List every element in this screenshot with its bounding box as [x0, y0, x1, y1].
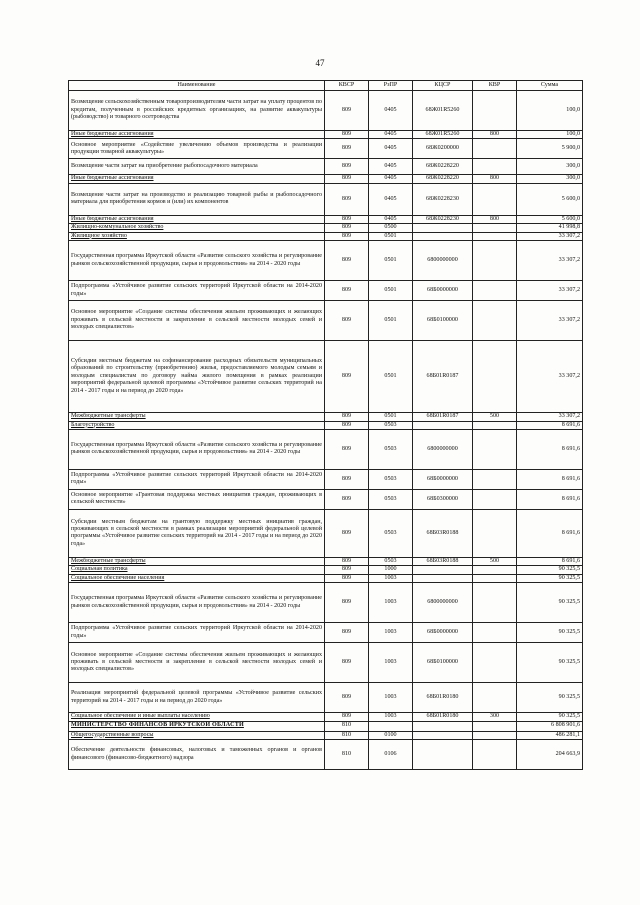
table-row	[69, 175, 583, 183]
table-row	[69, 469, 583, 489]
cell-kvr	[473, 643, 517, 683]
cell-kvr: 800	[473, 215, 517, 223]
cell-kvr	[473, 429, 517, 469]
cell-kvsr: 809	[325, 131, 369, 139]
cell-sum: 300,0	[517, 175, 583, 183]
table-row	[69, 183, 583, 215]
cell-rzpr: 0501	[369, 413, 413, 421]
cell-name: Возмещение части затрат на приобретение рыбопосадочного материала	[69, 159, 325, 175]
cell-name: Межбюджетные трансферты	[69, 557, 325, 565]
cell-sum: 33 307,2	[517, 301, 583, 341]
header-rzpr: РзПР	[369, 81, 413, 91]
table-row	[69, 91, 583, 131]
cell-kcsr: 68Ж0228230	[413, 215, 473, 223]
cell-kvr	[473, 341, 517, 413]
cell-kvr	[473, 301, 517, 341]
cell-kvr: 500	[473, 413, 517, 421]
cell-name: Межбюджетные трансферты	[69, 413, 325, 421]
cell-rzpr: 1000	[369, 566, 413, 574]
cell-kcsr	[413, 740, 473, 770]
cell-rzpr: 0405	[369, 131, 413, 139]
cell-kvr	[473, 232, 517, 240]
cell-sum: 8 691,6	[517, 421, 583, 429]
table-body	[69, 91, 583, 770]
cell-kcsr: 68Ж0200000	[413, 139, 473, 159]
cell-kvr	[473, 183, 517, 215]
cell-kcsr	[413, 566, 473, 574]
cell-name: Общегосударственные вопросы	[69, 731, 325, 739]
table-row	[69, 341, 583, 413]
cell-sum: 33 307,2	[517, 241, 583, 281]
cell-kcsr: 68Б03R0188	[413, 557, 473, 565]
cell-kcsr: 68Б0300000	[413, 489, 473, 509]
cell-kvsr: 809	[325, 509, 369, 557]
cell-sum: 90 325,5	[517, 574, 583, 582]
cell-kcsr: 68Б0100000	[413, 643, 473, 683]
cell-name: Субсидии местным бюджетам на грантовую поддержку местных инициатив граждан, проживающих в сельской местности в рамках реализации мероприятий федеральной целевой программы «Устойчивое развитие сельских территорий на 2014 - 2017 годы и на период до 2020 года»	[69, 509, 325, 557]
cell-kvsr: 809	[325, 489, 369, 509]
cell-kcsr: 68Ж0228220	[413, 159, 473, 175]
cell-kvsr: 809	[325, 623, 369, 643]
cell-kvsr: 809	[325, 91, 369, 131]
cell-name: Возмещение части затрат на производство и реализацию товарной рыбы и рыбопосадочного материала для приобретения кормов и (или) их компонентов	[69, 183, 325, 215]
cell-sum: 8 691,6	[517, 469, 583, 489]
cell-sum: 33 307,2	[517, 413, 583, 421]
cell-kvr	[473, 509, 517, 557]
cell-kvr	[473, 469, 517, 489]
table-row	[69, 215, 583, 223]
cell-name: Основное мероприятие «Грантовая поддержка местных инициатив граждан, проживающих в сельской местности»	[69, 489, 325, 509]
cell-kvsr: 809	[325, 566, 369, 574]
cell-sum: 100,0	[517, 131, 583, 139]
table-row	[69, 740, 583, 770]
cell-name: Подпрограмма «Устойчивое развитие сельских территорий Иркутской области на 2014-2020 годы»	[69, 281, 325, 301]
cell-kvr	[473, 566, 517, 574]
cell-kvr: 800	[473, 175, 517, 183]
cell-sum: 90 325,5	[517, 623, 583, 643]
cell-name: Субсидии местным бюджетам на софинансирование расходных обязательств муниципальных образований по строительству (приобретению) жилья, предоставляемого молодым семьям и молодым специалистам по договору найма жилого помещения в рамках реализации мероприятий федеральной целевой программы «Устойчивое развитие сельских территорий на 2014 - 2017 годы и на период до 2020 года»	[69, 341, 325, 413]
cell-rzpr: 0501	[369, 281, 413, 301]
cell-sum: 204 663,9	[517, 740, 583, 770]
table-row	[69, 683, 583, 713]
cell-kvr	[473, 721, 517, 731]
cell-name: Обеспечение деятельности финансовых, налоговых и таможенных органов и органов финансового (финансово-бюджетного) надзора	[69, 740, 325, 770]
cell-kcsr: 68Б01R0180	[413, 683, 473, 713]
cell-kvsr: 809	[325, 139, 369, 159]
cell-name: Основное мероприятие «Содействие увеличению объемов производства и реализации продукции товарной аквакультуры»	[69, 139, 325, 159]
cell-sum: 8 691,6	[517, 557, 583, 565]
table-row	[69, 557, 583, 565]
cell-name: Иные бюджетные ассигнования	[69, 131, 325, 139]
cell-sum: 8 691,6	[517, 489, 583, 509]
cell-rzpr: 0106	[369, 740, 413, 770]
cell-kcsr: 68Б01R0180	[413, 713, 473, 721]
cell-name: Жилищное хозяйство	[69, 232, 325, 240]
table-row	[69, 731, 583, 739]
cell-sum: 5 900,0	[517, 139, 583, 159]
cell-name: Иные бюджетные ассигнования	[69, 215, 325, 223]
cell-kcsr: 68Б03R0188	[413, 509, 473, 557]
cell-kvsr: 809	[325, 241, 369, 281]
cell-sum: 90 325,5	[517, 566, 583, 574]
table-row	[69, 583, 583, 623]
cell-sum: 41 998,8	[517, 224, 583, 232]
cell-name: Основное мероприятие «Создание системы обеспечения жильем проживающих и желающих проживать в сельской местности и закрепление в сельской местности молодых семей и молодых специалистов»	[69, 643, 325, 683]
cell-sum: 33 307,2	[517, 232, 583, 240]
cell-name: Подпрограмма «Устойчивое развитие сельских территорий Иркутской области на 2014-2020 годы»	[69, 623, 325, 643]
cell-sum: 5 600,0	[517, 183, 583, 215]
cell-kvr: 300	[473, 713, 517, 721]
cell-rzpr: 0500	[369, 224, 413, 232]
cell-kcsr: 68Б0100000	[413, 301, 473, 341]
cell-kvr	[473, 281, 517, 301]
cell-name: Социальное обеспечение населения	[69, 574, 325, 582]
cell-sum: 100,0	[517, 91, 583, 131]
cell-rzpr: 0503	[369, 421, 413, 429]
cell-kcsr: 6800000000	[413, 429, 473, 469]
cell-rzpr: 0405	[369, 175, 413, 183]
cell-rzpr: 0405	[369, 183, 413, 215]
cell-kvsr: 809	[325, 683, 369, 713]
table-row	[69, 429, 583, 469]
table-row	[69, 413, 583, 421]
cell-kvsr: 809	[325, 643, 369, 683]
cell-kvsr: 809	[325, 583, 369, 623]
cell-kvsr: 809	[325, 301, 369, 341]
cell-rzpr: 0503	[369, 489, 413, 509]
header-name: Наименование	[69, 81, 325, 91]
cell-rzpr: 1003	[369, 623, 413, 643]
cell-rzpr: 0503	[369, 469, 413, 489]
cell-kvsr: 809	[325, 183, 369, 215]
cell-kcsr	[413, 721, 473, 731]
cell-kvr	[473, 91, 517, 131]
cell-rzpr	[369, 721, 413, 731]
cell-kcsr: 68Б01R0187	[413, 413, 473, 421]
cell-name: Социальное обеспечение и иные выплаты населению	[69, 713, 325, 721]
table-row	[69, 509, 583, 557]
cell-kvsr: 809	[325, 159, 369, 175]
cell-kvr	[473, 224, 517, 232]
cell-name: Государственная программа Иркутской области «Развитие сельского хозяйства и регулирование рынков сельскохозяйственной продукции, сырья и продовольствия» на 2014 - 2020 годы	[69, 241, 325, 281]
cell-kvsr: 809	[325, 281, 369, 301]
cell-kcsr: 6800000000	[413, 583, 473, 623]
cell-kcsr: 68Ж0228220	[413, 175, 473, 183]
cell-name: Иные бюджетные ассигнования	[69, 175, 325, 183]
cell-name: Социальная политика	[69, 566, 325, 574]
cell-sum: 6 808 901,6	[517, 721, 583, 731]
cell-kvr: 500	[473, 557, 517, 565]
cell-kcsr: 68Б01R0187	[413, 341, 473, 413]
cell-sum: 33 307,2	[517, 341, 583, 413]
header-kvr: КВР	[473, 81, 517, 91]
cell-kvsr: 809	[325, 574, 369, 582]
page-number: 47	[315, 58, 325, 68]
cell-kvsr: 809	[325, 429, 369, 469]
table-row	[69, 721, 583, 731]
cell-kvsr: 810	[325, 721, 369, 731]
cell-kvr	[473, 623, 517, 643]
cell-sum: 8 691,6	[517, 509, 583, 557]
cell-kvr	[473, 583, 517, 623]
cell-sum: 90 325,5	[517, 713, 583, 721]
cell-sum: 90 325,5	[517, 683, 583, 713]
cell-rzpr: 0503	[369, 429, 413, 469]
cell-kvsr: 809	[325, 341, 369, 413]
cell-kvsr: 809	[325, 557, 369, 565]
cell-sum: 90 325,5	[517, 643, 583, 683]
cell-name: Благоустройство	[69, 421, 325, 429]
cell-kvr	[473, 421, 517, 429]
cell-rzpr: 1003	[369, 574, 413, 582]
cell-kvsr: 809	[325, 175, 369, 183]
cell-kvr	[473, 740, 517, 770]
cell-rzpr: 0501	[369, 301, 413, 341]
table-row	[69, 224, 583, 232]
cell-rzpr: 1003	[369, 643, 413, 683]
table-row	[69, 421, 583, 429]
cell-rzpr: 0501	[369, 232, 413, 240]
cell-rzpr: 0405	[369, 215, 413, 223]
cell-kcsr: 68Ж01R5260	[413, 91, 473, 131]
cell-kcsr: 68Б0000000	[413, 469, 473, 489]
cell-kcsr	[413, 574, 473, 582]
table-row	[69, 139, 583, 159]
cell-kvsr: 809	[325, 232, 369, 240]
header-kvsr: КВСР	[325, 81, 369, 91]
cell-rzpr: 0100	[369, 731, 413, 739]
cell-kvsr: 809	[325, 421, 369, 429]
table-row	[69, 623, 583, 643]
cell-kvr	[473, 489, 517, 509]
cell-rzpr: 1003	[369, 683, 413, 713]
cell-rzpr: 1003	[369, 583, 413, 623]
cell-kvsr: 810	[325, 740, 369, 770]
cell-kvr	[473, 683, 517, 713]
cell-sum: 5 600,0	[517, 215, 583, 223]
cell-name: Возмещение сельскохозяйственным товаропроизводителям части затрат на уплату процентов по кредитам, полученным в российских кредитных организациях, на развитие аквакультуры (рыбоводство) и товарного осетроводства	[69, 91, 325, 131]
cell-kvsr: 809	[325, 215, 369, 223]
cell-name: МИНИСТЕРСТВО ФИНАНСОВ ИРКУТСКОЙ ОБЛАСТИ	[69, 721, 325, 731]
cell-kvsr: 809	[325, 469, 369, 489]
cell-kvr	[473, 731, 517, 739]
cell-kcsr	[413, 421, 473, 429]
cell-rzpr: 1003	[369, 713, 413, 721]
cell-kcsr	[413, 731, 473, 739]
cell-name: Государственная программа Иркутской области «Развитие сельского хозяйства и регулирование рынков сельскохозяйственной продукции, сырья и продовольствия» на 2014 - 2020 годы	[69, 583, 325, 623]
cell-rzpr: 0405	[369, 91, 413, 131]
cell-name: Основное мероприятие «Создание системы обеспечения жильем проживающих и желающих проживать в сельской местности и закрепление в сельской местности молодых семей и молодых специалистов»	[69, 301, 325, 341]
table-header-row	[69, 81, 583, 91]
table-row	[69, 489, 583, 509]
table-row	[69, 713, 583, 721]
cell-sum: 8 691,6	[517, 429, 583, 469]
header-kcsr: КЦСР	[413, 81, 473, 91]
cell-rzpr: 0501	[369, 341, 413, 413]
header-sum: Сумма	[517, 81, 583, 91]
cell-rzpr: 0503	[369, 509, 413, 557]
table-row	[69, 241, 583, 281]
cell-kcsr: 68Б0000000	[413, 281, 473, 301]
cell-sum: 33 307,2	[517, 281, 583, 301]
table-row	[69, 131, 583, 139]
cell-kvsr: 810	[325, 731, 369, 739]
cell-name: Подпрограмма «Устойчивое развитие сельских территорий Иркутской области на 2014-2020 годы»	[69, 469, 325, 489]
table-row	[69, 159, 583, 175]
cell-name: Жилищно-коммунальное хозяйство	[69, 224, 325, 232]
cell-kcsr	[413, 232, 473, 240]
cell-rzpr: 0503	[369, 557, 413, 565]
cell-kvsr: 809	[325, 713, 369, 721]
cell-rzpr: 0501	[369, 241, 413, 281]
table-row	[69, 574, 583, 582]
table-row	[69, 566, 583, 574]
budget-table	[68, 80, 583, 770]
cell-kvr: 800	[473, 131, 517, 139]
cell-name: Государственная программа Иркутской области «Развитие сельского хозяйства и регулирование рынков сельскохозяйственной продукции, сырья и продовольствия» на 2014 - 2020 годы	[69, 429, 325, 469]
cell-sum: 90 325,5	[517, 583, 583, 623]
cell-kcsr: 68Б0000000	[413, 623, 473, 643]
cell-name: Реализация мероприятий федеральной целевой программы «Устойчивое развитие сельских территорий на 2014 - 2017 годы и на период до 2020 года»	[69, 683, 325, 713]
table-row	[69, 232, 583, 240]
cell-kvsr: 809	[325, 224, 369, 232]
cell-kvsr: 809	[325, 413, 369, 421]
table-row	[69, 301, 583, 341]
table-row	[69, 281, 583, 301]
cell-kcsr	[413, 224, 473, 232]
cell-kvr	[473, 574, 517, 582]
table-row	[69, 643, 583, 683]
cell-rzpr: 0405	[369, 139, 413, 159]
cell-kcsr: 68Ж0228230	[413, 183, 473, 215]
cell-kcsr: 6800000000	[413, 241, 473, 281]
cell-rzpr: 0405	[369, 159, 413, 175]
cell-kvr	[473, 241, 517, 281]
cell-kvr	[473, 159, 517, 175]
cell-sum: 486 281,1	[517, 731, 583, 739]
cell-sum: 300,0	[517, 159, 583, 175]
cell-kvr	[473, 139, 517, 159]
cell-kcsr: 68Ж01R5260	[413, 131, 473, 139]
